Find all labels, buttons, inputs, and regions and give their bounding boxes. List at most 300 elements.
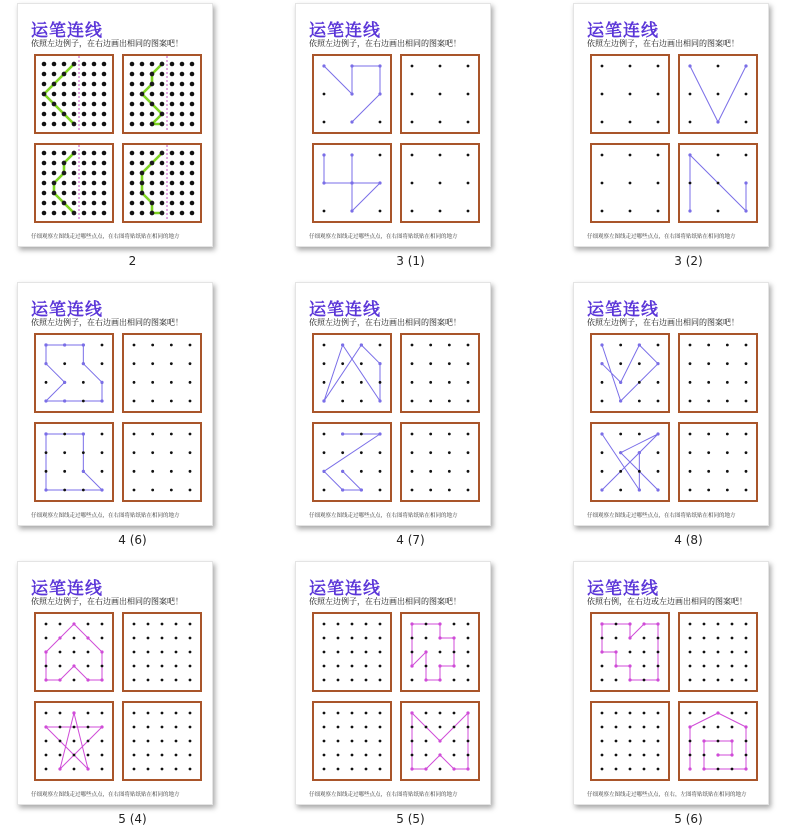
path-vertex xyxy=(150,201,154,205)
grid-dot xyxy=(190,112,195,117)
grid-dot xyxy=(102,62,107,67)
grid-dot xyxy=(147,768,150,771)
path-vertex xyxy=(638,451,641,454)
grid-dot xyxy=(629,154,632,157)
grid-dot xyxy=(731,679,734,682)
grid-dot xyxy=(189,754,192,757)
grid-dot xyxy=(45,768,48,771)
grid-dot xyxy=(601,665,604,668)
grid-dot xyxy=(411,121,414,124)
grid-dot xyxy=(448,362,451,365)
path-vertex xyxy=(744,181,747,184)
grid-dot xyxy=(323,433,326,436)
grid-dot xyxy=(42,82,47,87)
grid-dot xyxy=(365,712,368,715)
thumbnail[interactable] xyxy=(0,558,265,837)
grid-dot xyxy=(657,344,660,347)
thumbnail[interactable] xyxy=(556,0,793,279)
path-vertex xyxy=(150,82,154,86)
grid-dot xyxy=(147,754,150,757)
grid-dot xyxy=(161,754,164,757)
thumbnail-caption[interactable]: 5 (4) xyxy=(118,812,147,826)
worksheet-subtitle: 依照右例，在右边或左边画出相同的图案吧！ xyxy=(587,597,747,606)
grid-dot xyxy=(601,182,604,185)
worksheet-preview[interactable] xyxy=(17,282,213,526)
grid-dot xyxy=(629,740,632,743)
grid-dot xyxy=(82,72,87,77)
grid-dot xyxy=(59,651,62,654)
grid-dot xyxy=(323,740,326,743)
grid-dot xyxy=(101,712,104,715)
dot-grid xyxy=(124,703,200,779)
dot-grid xyxy=(680,145,756,221)
grid-dot xyxy=(717,637,720,640)
grid-dot xyxy=(707,400,710,403)
grid-dot xyxy=(59,712,62,715)
path-vertex xyxy=(62,112,66,116)
worksheet-preview[interactable] xyxy=(295,561,491,805)
grid-dot xyxy=(62,211,67,216)
grid-dot xyxy=(379,679,382,682)
grid-dot xyxy=(351,754,354,757)
grid-dot xyxy=(467,154,470,157)
thumbnail-caption[interactable]: 4 (8) xyxy=(674,533,703,547)
grid-dot xyxy=(170,470,173,473)
worksheet-title: 运笔连线 xyxy=(31,579,103,599)
grid-dot xyxy=(160,82,165,87)
grid-dot xyxy=(101,470,104,473)
path-vertex xyxy=(424,678,427,681)
grid-dot xyxy=(323,726,326,729)
grid-dot xyxy=(62,102,67,107)
grid-dot xyxy=(365,623,368,626)
grid-dot xyxy=(703,712,706,715)
worksheet-subtitle: 依照左边例子，在右边画出相同的图案吧！ xyxy=(309,597,461,606)
grid-dot xyxy=(726,489,729,492)
grid-dot xyxy=(62,181,67,186)
worksheet-footer: 仔细观察左图线走过哪些点点，在右图将贴纸贴在相同的地方 xyxy=(31,513,180,519)
grid-dot xyxy=(190,72,195,77)
grid-dot xyxy=(82,489,85,492)
grid-dot xyxy=(175,740,178,743)
grid-dot xyxy=(629,65,632,68)
grid-dot xyxy=(72,112,77,117)
grid-dot xyxy=(92,171,97,176)
grid-dot xyxy=(42,122,47,127)
grid-dot xyxy=(643,768,646,771)
thumbnail-caption[interactable]: 4 (6) xyxy=(118,533,147,547)
grid-dot xyxy=(73,754,76,757)
grid-dot xyxy=(717,65,720,68)
grid-dot xyxy=(615,623,618,626)
worksheet-preview[interactable] xyxy=(17,561,213,805)
thumbnail-caption[interactable]: 3 (2) xyxy=(674,254,703,268)
dot-grid xyxy=(314,56,390,132)
path-vertex xyxy=(150,102,154,106)
grid-dot xyxy=(341,381,344,384)
worksheet-title: 运笔连线 xyxy=(309,300,381,320)
dot-grid-panel xyxy=(400,333,480,413)
dot-grid xyxy=(124,424,200,500)
grid-dot xyxy=(101,433,104,436)
dot-grid xyxy=(36,424,112,500)
thumbnail[interactable] xyxy=(0,279,265,558)
path-vertex xyxy=(341,343,344,346)
grid-dot xyxy=(717,726,720,729)
grid-dot xyxy=(411,451,414,454)
grid-dot xyxy=(52,62,57,67)
grid-dot xyxy=(101,451,104,454)
grid-dot xyxy=(365,740,368,743)
grid-dot xyxy=(101,362,104,365)
worksheet-title: 运笔连线 xyxy=(31,300,103,320)
dot-grid xyxy=(36,56,112,132)
grid-dot xyxy=(170,191,175,196)
thumbnail-caption[interactable]: 5 (6) xyxy=(674,812,703,826)
path-vertex xyxy=(410,711,413,714)
grid-dot xyxy=(453,623,456,626)
grid-dot xyxy=(629,754,632,757)
grid-dot xyxy=(92,211,97,216)
thumbnail[interactable] xyxy=(556,558,793,837)
grid-dot xyxy=(130,102,135,107)
grid-dot xyxy=(425,726,428,729)
grid-dot xyxy=(643,726,646,729)
grid-dot xyxy=(638,362,641,365)
grid-dot xyxy=(703,679,706,682)
grid-dot xyxy=(657,740,660,743)
path-vertex xyxy=(341,488,344,491)
dot-grid xyxy=(592,614,668,690)
grid-dot xyxy=(657,726,660,729)
grid-dot xyxy=(63,362,66,365)
grid-dot xyxy=(72,82,77,87)
grid-dot xyxy=(689,665,692,668)
grid-dot xyxy=(180,171,185,176)
grid-dot xyxy=(102,211,107,216)
grid-dot xyxy=(601,679,604,682)
path-vertex xyxy=(688,725,691,728)
grid-dot xyxy=(657,768,660,771)
grid-dot xyxy=(411,740,414,743)
grid-dot xyxy=(703,665,706,668)
grid-dot xyxy=(425,754,428,757)
grid-dot xyxy=(170,381,173,384)
grid-dot xyxy=(175,768,178,771)
grid-dot xyxy=(189,344,192,347)
path-vertex xyxy=(744,64,747,67)
grid-dot xyxy=(190,161,195,166)
path-vertex xyxy=(82,470,85,473)
grid-dot xyxy=(102,191,107,196)
grid-dot xyxy=(379,740,382,743)
grid-dot xyxy=(467,637,470,640)
grid-dot xyxy=(453,712,456,715)
dot-grid-panel xyxy=(312,333,392,413)
grid-dot xyxy=(467,433,470,436)
thumbnail[interactable] xyxy=(278,279,543,558)
grid-dot xyxy=(323,768,326,771)
path-vertex xyxy=(140,181,144,185)
grid-dot xyxy=(180,92,185,97)
grid-dot xyxy=(323,651,326,654)
grid-dot xyxy=(160,102,165,107)
grid-dot xyxy=(467,400,470,403)
grid-dot xyxy=(87,740,90,743)
grid-dot xyxy=(151,381,154,384)
grid-dot xyxy=(379,451,382,454)
path-vertex xyxy=(322,470,325,473)
grid-dot xyxy=(425,623,428,626)
grid-dot xyxy=(92,92,97,97)
grid-dot xyxy=(92,122,97,127)
grid-dot xyxy=(411,726,414,729)
grid-dot xyxy=(351,679,354,682)
grid-dot xyxy=(411,489,414,492)
dot-grid xyxy=(680,614,756,690)
grid-dot xyxy=(189,665,192,668)
grid-dot xyxy=(189,768,192,771)
thumbnail-caption[interactable]: 4 (7) xyxy=(396,533,425,547)
grid-dot xyxy=(429,451,432,454)
grid-dot xyxy=(629,712,632,715)
path-vertex xyxy=(82,343,85,346)
grid-dot xyxy=(411,470,414,473)
grid-dot xyxy=(92,191,97,196)
grid-dot xyxy=(189,712,192,715)
grid-dot xyxy=(717,665,720,668)
grid-dot xyxy=(467,651,470,654)
grid-dot xyxy=(439,210,442,213)
path-vertex xyxy=(150,161,154,165)
thumbnail-caption[interactable]: 3 (1) xyxy=(396,254,425,268)
grid-dot xyxy=(63,451,66,454)
grid-dot xyxy=(52,112,57,117)
grid-dot xyxy=(147,623,150,626)
grid-dot xyxy=(42,171,47,176)
grid-dot xyxy=(101,740,104,743)
grid-dot xyxy=(190,171,195,176)
grid-dot xyxy=(467,381,470,384)
path-vertex xyxy=(62,201,66,205)
grid-dot xyxy=(467,470,470,473)
path-vertex xyxy=(150,72,154,76)
grid-dot xyxy=(323,344,326,347)
grid-dot xyxy=(190,151,195,156)
worksheet-preview[interactable] xyxy=(295,282,491,526)
grid-dot xyxy=(133,712,136,715)
grid-dot xyxy=(180,161,185,166)
worksheet-preview[interactable] xyxy=(573,282,769,526)
path-vertex xyxy=(600,432,603,435)
grid-dot xyxy=(42,112,47,117)
grid-dot xyxy=(453,740,456,743)
grid-dot xyxy=(101,665,104,668)
path-vertex xyxy=(58,678,61,681)
grid-dot xyxy=(365,679,368,682)
grid-dot xyxy=(467,93,470,96)
grid-dot xyxy=(379,712,382,715)
dot-grid xyxy=(36,335,112,411)
path-vertex xyxy=(44,362,47,365)
path-vertex xyxy=(58,767,61,770)
grid-dot xyxy=(689,754,692,757)
worksheet-preview[interactable] xyxy=(17,3,213,247)
thumbnail[interactable] xyxy=(556,279,793,558)
grid-dot xyxy=(73,651,76,654)
grid-dot xyxy=(87,754,90,757)
grid-dot xyxy=(629,93,632,96)
grid-dot xyxy=(170,400,173,403)
grid-dot xyxy=(601,754,604,757)
grid-dot xyxy=(42,151,47,156)
grid-dot xyxy=(102,72,107,77)
path-vertex xyxy=(600,488,603,491)
thumbnail[interactable] xyxy=(0,0,265,279)
grid-dot xyxy=(102,102,107,107)
grid-dot xyxy=(717,210,720,213)
grid-dot xyxy=(133,362,136,365)
grid-dot xyxy=(189,433,192,436)
grid-dot xyxy=(82,451,85,454)
grid-dot xyxy=(411,754,414,757)
thumbnail-caption[interactable]: 2 xyxy=(128,254,137,268)
dot-grid xyxy=(314,703,390,779)
grid-dot xyxy=(448,451,451,454)
worksheet-title: 运笔连线 xyxy=(309,579,381,599)
grid-dot xyxy=(42,211,47,216)
grid-dot xyxy=(453,754,456,757)
grid-dot xyxy=(180,112,185,117)
grid-dot xyxy=(170,112,175,117)
worksheet-preview[interactable] xyxy=(573,3,769,247)
grid-dot xyxy=(133,651,136,654)
grid-dot xyxy=(130,151,135,156)
grid-dot xyxy=(615,712,618,715)
grid-dot xyxy=(351,726,354,729)
path-vertex xyxy=(62,161,66,165)
path-vertex xyxy=(619,381,622,384)
path-vertex xyxy=(72,62,76,66)
thumbnail[interactable] xyxy=(278,558,543,837)
grid-dot xyxy=(615,726,618,729)
grid-dot xyxy=(150,112,155,117)
grid-dot xyxy=(745,754,748,757)
path-vertex xyxy=(52,82,56,86)
grid-dot xyxy=(63,470,66,473)
grid-dot xyxy=(82,102,87,107)
grid-dot xyxy=(619,344,622,347)
grid-dot xyxy=(150,191,155,196)
grid-dot xyxy=(161,665,164,668)
path-vertex xyxy=(63,343,66,346)
grid-dot xyxy=(745,665,748,668)
grid-dot xyxy=(601,121,604,124)
grid-dot xyxy=(170,451,173,454)
grid-dot xyxy=(42,62,47,67)
grid-dot xyxy=(170,362,173,365)
grid-dot xyxy=(92,112,97,117)
grid-dot xyxy=(151,362,154,365)
grid-dot xyxy=(92,161,97,166)
grid-dot xyxy=(731,637,734,640)
grid-dot xyxy=(133,768,136,771)
path-vertex xyxy=(44,343,47,346)
grid-dot xyxy=(337,726,340,729)
dot-grid-panel xyxy=(590,422,670,502)
grid-dot xyxy=(73,679,76,682)
grid-dot xyxy=(601,470,604,473)
grid-dot xyxy=(170,92,175,97)
grid-dot xyxy=(745,679,748,682)
grid-dot xyxy=(147,726,150,729)
grid-dot xyxy=(365,754,368,757)
grid-dot xyxy=(638,400,641,403)
grid-dot xyxy=(130,92,135,97)
dot-grid-panel xyxy=(590,143,670,223)
grid-dot xyxy=(87,665,90,668)
dot-grid xyxy=(124,56,200,132)
grid-dot xyxy=(337,768,340,771)
grid-dot xyxy=(62,92,67,97)
grid-dot xyxy=(439,182,442,185)
dot-grid xyxy=(314,424,390,500)
path-vertex xyxy=(410,664,413,667)
path-vertex xyxy=(160,151,164,155)
grid-dot xyxy=(337,665,340,668)
path-vertex xyxy=(160,211,164,215)
path-vertex xyxy=(86,636,89,639)
grid-dot xyxy=(323,623,326,626)
path-vertex xyxy=(424,767,427,770)
path-vertex xyxy=(378,432,381,435)
trace-line xyxy=(46,434,102,490)
grid-dot xyxy=(63,489,66,492)
grid-dot xyxy=(161,712,164,715)
grid-dot xyxy=(351,712,354,715)
thumbnail-caption[interactable]: 5 (5) xyxy=(396,812,425,826)
grid-dot xyxy=(657,400,660,403)
grid-dot xyxy=(102,181,107,186)
path-vertex xyxy=(466,711,469,714)
path-vertex xyxy=(322,399,325,402)
thumbnail[interactable] xyxy=(278,0,543,279)
grid-dot xyxy=(133,381,136,384)
path-vertex xyxy=(656,432,659,435)
grid-dot xyxy=(45,637,48,640)
grid-dot xyxy=(689,433,692,436)
grid-dot xyxy=(619,470,622,473)
grid-dot xyxy=(73,637,76,640)
worksheet-subtitle: 依照左边例子，在右边画出相同的图案吧！ xyxy=(31,597,183,606)
worksheet-preview[interactable] xyxy=(573,561,769,805)
grid-dot xyxy=(601,93,604,96)
grid-dot xyxy=(175,637,178,640)
grid-dot xyxy=(102,201,107,206)
grid-dot xyxy=(467,362,470,365)
grid-dot xyxy=(160,181,165,186)
grid-dot xyxy=(638,433,641,436)
grid-dot xyxy=(629,768,632,771)
grid-dot xyxy=(731,623,734,626)
path-vertex xyxy=(42,92,46,96)
grid-dot xyxy=(45,712,48,715)
dot-grid-panel xyxy=(590,333,670,413)
grid-dot xyxy=(323,381,326,384)
grid-dot xyxy=(160,72,165,77)
dot-grid-panel xyxy=(122,422,202,502)
worksheet-preview[interactable] xyxy=(295,3,491,247)
